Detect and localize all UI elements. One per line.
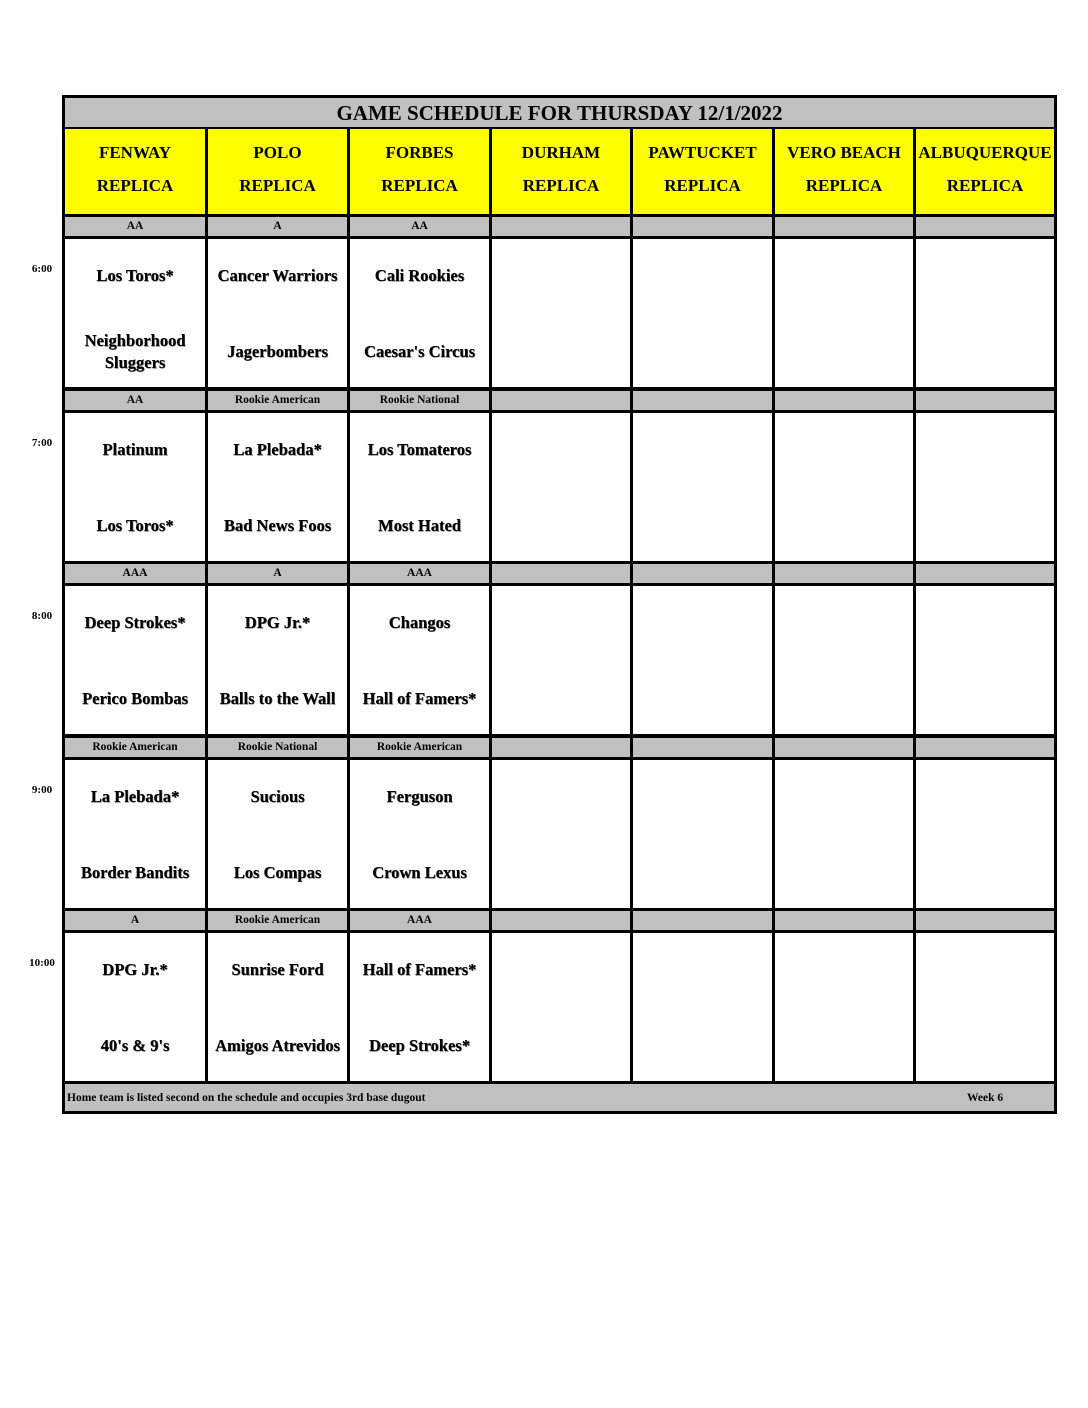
game-cell <box>208 413 347 561</box>
home-team: Border Bandits <box>80 863 190 882</box>
game-cell <box>65 413 205 561</box>
division-label: AAA <box>65 564 205 583</box>
division-label <box>633 911 772 930</box>
game-cell <box>775 760 913 908</box>
field-subtitle: REPLICA <box>522 176 600 195</box>
field-name: VERO BEACH <box>787 143 901 162</box>
division-label <box>916 217 1054 236</box>
home-team: Perico Bombas <box>82 689 188 708</box>
game-cell <box>350 413 489 561</box>
field-header-pawtucket <box>633 129 772 214</box>
schedule-footer <box>65 1084 1054 1111</box>
game-cell <box>208 760 347 908</box>
game-cell <box>208 933 347 1081</box>
field-subtitle: REPLICA <box>239 176 316 195</box>
division-label <box>492 911 630 930</box>
away-team: Cali Rookies <box>374 266 465 285</box>
away-team: Sucious <box>250 787 305 806</box>
game-cell <box>492 413 630 561</box>
time-label: 10:00 <box>29 957 55 969</box>
home-team: Neighborhood Sluggers <box>84 331 186 372</box>
division-label: Rookie National <box>208 738 347 757</box>
division-label <box>916 391 1054 410</box>
away-team: Deep Strokes* <box>84 613 186 632</box>
home-team: Los Toros* <box>96 516 174 535</box>
game-cell <box>65 933 205 1081</box>
division-label <box>633 738 772 757</box>
home-team: Deep Strokes* <box>369 1036 470 1055</box>
division-label <box>916 564 1054 583</box>
game-cell <box>65 239 205 387</box>
field-name: FENWAY <box>98 143 172 162</box>
division-label: Rookie American <box>350 738 489 757</box>
division-label: A <box>65 911 205 930</box>
division-label <box>492 564 630 583</box>
division-label <box>492 738 630 757</box>
field-name: DURHAM <box>521 143 601 162</box>
schedule-title: GAME SCHEDULE FOR THURSDAY 12/1/2022 <box>65 98 1054 127</box>
game-cell <box>350 239 489 387</box>
division-label <box>633 564 772 583</box>
field-name: POLO <box>253 143 302 162</box>
division-label <box>633 217 772 236</box>
game-cell <box>492 586 630 734</box>
game-cell <box>208 586 347 734</box>
game-cell <box>208 239 347 387</box>
away-team: Hall of Famers* <box>362 960 477 979</box>
home-team: Los Compas <box>233 863 322 882</box>
time-label: 9:00 <box>31 784 53 796</box>
field-header-polo <box>208 129 347 214</box>
home-team: Amigos Atrevidos <box>215 1036 340 1055</box>
away-team: La Plebada* <box>90 787 180 806</box>
time-label: 7:00 <box>31 437 53 449</box>
away-team: Platinum <box>102 440 168 459</box>
division-label <box>775 217 913 236</box>
game-cell <box>775 933 913 1081</box>
home-team: Hall of Famers* <box>362 689 477 708</box>
division-label: AA <box>65 217 205 236</box>
home-team: Most Hated <box>378 516 461 535</box>
division-label: Rookie American <box>65 738 205 757</box>
division-label <box>916 738 1054 757</box>
game-cell <box>633 760 772 908</box>
away-team: La Plebada* <box>233 440 322 459</box>
away-team: Ferguson <box>386 787 453 806</box>
game-cell <box>492 933 630 1081</box>
away-team: DPG Jr.* <box>102 960 168 979</box>
game-cell <box>633 933 772 1081</box>
game-cell <box>916 933 1054 1081</box>
game-cell <box>633 586 772 734</box>
game-cell <box>65 586 205 734</box>
division-label <box>916 911 1054 930</box>
division-label: A <box>208 564 347 583</box>
field-subtitle: REPLICA <box>381 176 458 195</box>
home-team: Caesar's Circus <box>363 342 476 361</box>
field-header-fenway <box>65 129 205 214</box>
game-cell <box>492 760 630 908</box>
week-label: Week 6 <box>967 1092 1004 1104</box>
division-label <box>775 564 913 583</box>
game-cell <box>775 586 913 734</box>
division-label <box>492 217 630 236</box>
division-label: AA <box>350 217 489 236</box>
away-team: Los Tomateros <box>367 440 472 459</box>
away-team: Changos <box>388 613 451 632</box>
division-label: Rookie American <box>208 391 347 410</box>
game-cell <box>65 760 205 908</box>
field-subtitle: REPLICA <box>946 176 1024 195</box>
division-label <box>775 391 913 410</box>
division-label <box>775 738 913 757</box>
game-cell <box>775 239 913 387</box>
game-cell <box>633 239 772 387</box>
away-team: DPG Jr.* <box>244 613 311 632</box>
game-cell <box>350 933 489 1081</box>
game-cell <box>775 413 913 561</box>
game-cell <box>350 760 489 908</box>
division-label: Rookie National <box>350 391 489 410</box>
game-cell <box>916 586 1054 734</box>
footer-note: Home team is listed second on the schedule and occupies 3rd base dugout <box>67 1092 426 1104</box>
field-subtitle: REPLICA <box>664 176 741 195</box>
field-name: FORBES <box>385 143 454 162</box>
away-team: Cancer Warriors <box>217 266 338 285</box>
home-team: Bad News Foos <box>223 516 332 535</box>
division-label: AAA <box>350 564 489 583</box>
schedule-table <box>62 95 1057 1114</box>
field-header-forbes <box>350 129 489 214</box>
division-label: AA <box>65 391 205 410</box>
division-label: Rookie American <box>208 911 347 930</box>
division-label: AAA <box>350 911 489 930</box>
division-label <box>492 391 630 410</box>
away-team: Los Toros* <box>96 266 174 285</box>
division-label <box>633 391 772 410</box>
field-name: PAWTUCKET <box>648 143 757 162</box>
field-subtitle: REPLICA <box>96 176 174 195</box>
game-cell <box>916 239 1054 387</box>
game-cell <box>492 239 630 387</box>
time-label: 6:00 <box>31 263 53 275</box>
time-label: 8:00 <box>31 610 53 622</box>
away-team: Sunrise Ford <box>231 960 324 979</box>
home-team: Crown Lexus <box>372 863 467 882</box>
division-label <box>775 911 913 930</box>
home-team: 40's & 9's <box>100 1036 170 1055</box>
game-cell <box>916 413 1054 561</box>
field-subtitle: REPLICA <box>805 176 883 195</box>
field-name: ALBUQUERQUE <box>918 143 1052 162</box>
game-cell <box>350 586 489 734</box>
home-team: Balls to the Wall <box>219 689 336 708</box>
game-cell <box>633 413 772 561</box>
home-team: Jagerbombers <box>227 342 328 361</box>
field-header-albuquerque <box>916 129 1054 214</box>
field-header-vero-beach <box>775 129 913 214</box>
game-cell <box>916 760 1054 908</box>
field-header-durham <box>492 129 630 214</box>
division-label: A <box>208 217 347 236</box>
